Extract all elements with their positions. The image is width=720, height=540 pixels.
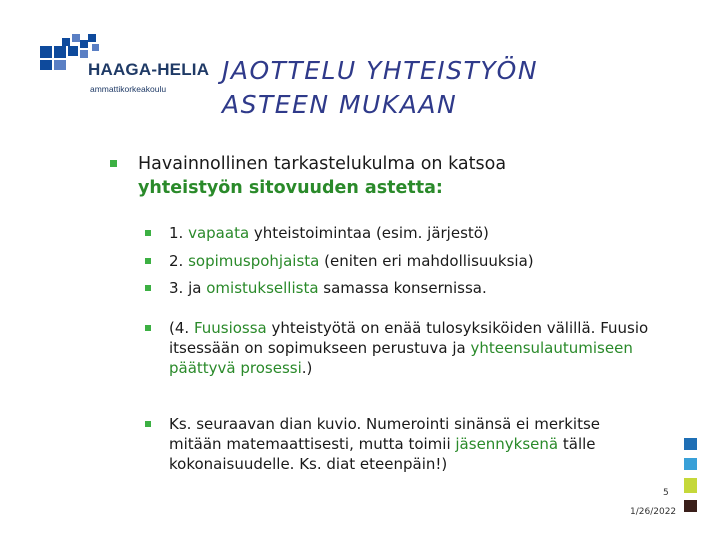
item-highlight: omistuksellista <box>206 279 319 297</box>
reference-note <box>145 414 620 474</box>
slide-date: 1/26/2022 <box>630 507 677 517</box>
side-bar-dark <box>684 500 697 512</box>
side-bar-lightblue <box>684 458 697 470</box>
note4-end: .) <box>301 359 313 377</box>
slide-title-line1: JAOTTELU YHTEISTYÖN <box>222 56 539 85</box>
logo-name: HAAGA-HELIA <box>88 60 210 79</box>
item-rest: (eniten eri mahdollisuuksia) <box>319 252 534 270</box>
item-highlight: vapaata <box>188 224 250 242</box>
ks-highlight: jäsennyksenä <box>455 435 559 453</box>
bullet-square-icon <box>145 258 151 264</box>
side-bar-blue <box>684 438 697 450</box>
page-number: 5 <box>663 488 669 498</box>
list-item <box>145 278 685 298</box>
list-item <box>145 223 685 243</box>
ks-end: tälle kokonaisuudelle. Ks. diat eteenpäin!) <box>169 435 596 473</box>
ks-pre: Ks. seuraavan dian kuvio. Numerointi sinänsä ei merkitse mitään matemaattisesti, mutta toimii <box>169 415 601 453</box>
bullet-square-icon <box>145 285 151 291</box>
item-rest: samassa konsernissa. <box>318 279 487 297</box>
note4-pre: (4. <box>169 319 194 337</box>
note4-highlight-2: yhteensulautumiseen päättyvä prosessi <box>169 339 633 377</box>
slide-title <box>222 54 538 122</box>
item-rest: yhteistoimintaa (esim. järjestö) <box>249 224 489 242</box>
bullet-square-icon <box>145 325 151 331</box>
fusion-note <box>145 318 665 378</box>
intro-bold-text: yhteistyön sitovuuden astetta: <box>138 178 443 198</box>
intro-bullet <box>110 152 670 200</box>
item-pre: ja <box>188 279 207 297</box>
intro-text: Havainnollinen tarkastelukulma on katsoa <box>138 154 507 174</box>
item-number: 1. <box>169 224 184 242</box>
slide-title-line2: ASTEEN MUKAAN <box>222 90 458 119</box>
logo-subtitle: ammattikorkeakoulu <box>90 84 167 94</box>
list-item <box>145 251 685 271</box>
item-highlight: sopimuspohjaista <box>188 252 320 270</box>
bullet-square-icon <box>145 230 151 236</box>
bullet-square-icon <box>110 160 117 167</box>
side-bar-yellowgreen <box>684 478 697 493</box>
note4-mid: yhteistyötä on enää tulosyksiköiden välillä. Fuusio itsessään on sopimukseen perustuva ja <box>169 319 649 357</box>
item-number: 2. <box>169 252 184 270</box>
bullet-square-icon <box>145 421 151 427</box>
item-number: 3. <box>169 279 184 297</box>
note4-highlight-1: Fuusiossa <box>193 319 267 337</box>
